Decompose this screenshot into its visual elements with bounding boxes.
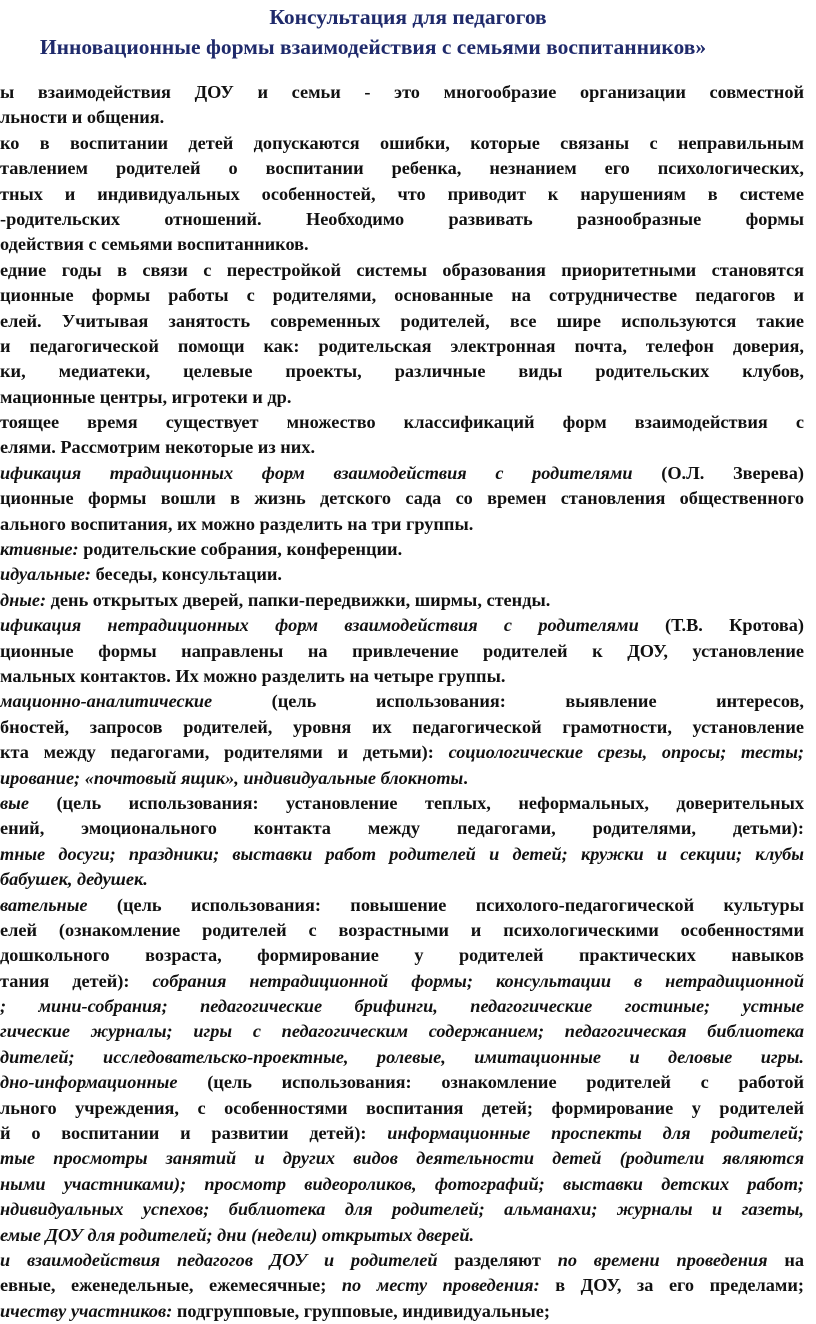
- text-line: [0, 283, 804, 308]
- text-line: [0, 461, 804, 486]
- italic-text-run: ирование; «почтовый ящик», индивидуальные блокноты: [0, 767, 464, 788]
- text-run: ционные формы направлены на привлечение родителей к ДОУ, установление: [0, 640, 804, 661]
- italic-text-run: по месту проведения:: [341, 1275, 540, 1296]
- text-line: [0, 1223, 804, 1248]
- text-run: мальных контактов. Их можно разделить на четыре группы.: [0, 665, 506, 686]
- text-line: [0, 918, 804, 943]
- italic-text-run: дные:: [0, 589, 47, 610]
- text-run: елей (ознакомление родителей с возрастными и психологическими особенностями: [0, 919, 804, 940]
- text-run: евные, еженедельные, ежемесячные;: [0, 1275, 342, 1296]
- text-run: дошкольного возраста, формирование у родителей практических навыков: [0, 945, 804, 966]
- text-line: [0, 207, 804, 232]
- text-line: [0, 715, 804, 740]
- text-run: ционные формы вошли в жизнь детского сада со времен становления общественного: [0, 488, 804, 509]
- text-line: [0, 994, 804, 1019]
- text-line: [0, 359, 804, 384]
- document-body: [0, 80, 804, 1324]
- text-line: [0, 740, 804, 765]
- text-line: [0, 664, 804, 689]
- text-run: беседы, консультации.: [91, 564, 282, 585]
- text-line: [0, 613, 804, 638]
- italic-text-run: дителей; исследовательско-проектные, ролевые, имитационные и деловые игры.: [0, 1046, 804, 1067]
- italic-text-run: тые просмотры занятий и других видов деятельности детей (родители являются: [0, 1148, 804, 1169]
- italic-text-run: гические журналы; игры с педагогическим содержанием; педагогическая библиотека: [0, 1021, 804, 1042]
- text-run: (цель использования: повышение психолого-педагогической культуры: [87, 894, 804, 915]
- text-run: родительские собрания, конференции.: [78, 539, 403, 560]
- text-line: [0, 410, 804, 435]
- text-run: льности и общения.: [0, 107, 165, 128]
- italic-text-run: тные досуги; праздники; выставки работ родителей и детей; кружки и секции; клубы: [0, 843, 804, 864]
- text-line: [0, 969, 804, 994]
- text-line: [0, 309, 804, 334]
- text-line: [0, 131, 804, 156]
- text-run: в ДОУ, за его пределами;: [539, 1275, 804, 1296]
- italic-text-run: ктивные:: [0, 539, 79, 560]
- italic-text-run: идуальные:: [0, 564, 92, 585]
- text-run: -родительских отношений. Необходимо развивать разнообразные формы: [0, 208, 804, 229]
- text-line: [0, 105, 804, 130]
- text-run: ко в воспитании детей допускаются ошибки, которые связаны с неправильным: [0, 132, 804, 153]
- text-run: кта между педагогами, родителями и детьми):: [0, 742, 449, 763]
- text-run: елями. Рассмотрим некоторые из них.: [0, 437, 316, 458]
- text-run: на: [767, 1249, 804, 1270]
- text-run: ционные формы работы с родителями, основанные на сотрудничестве педагогов и: [0, 285, 804, 306]
- italic-text-run: ными участниками); просмотр видеороликов, фотографий; выставки детских работ;: [0, 1173, 804, 1194]
- text-line: [0, 258, 804, 283]
- text-line: [0, 893, 804, 918]
- text-line: [0, 486, 804, 511]
- text-line: [0, 385, 804, 410]
- text-run: тных и индивидуальных особенностей, что приводит к нарушениям в системе: [0, 183, 804, 204]
- italic-text-run: собрания нетрадиционной формы; консультации в нетрадиционной: [152, 970, 805, 991]
- text-run: мационные центры, игротеки и др.: [0, 386, 292, 407]
- text-run: тавлением родителей о воспитании ребенка, незнанием его психологических,: [0, 158, 804, 179]
- text-line: [0, 1197, 804, 1222]
- text-line: [0, 639, 804, 664]
- italic-text-run: дно-информационные: [0, 1072, 178, 1093]
- text-run: (цель использования: выявление интересов,: [212, 691, 804, 712]
- text-line: [0, 232, 804, 257]
- text-run: ки, медиатеки, целевые проекты, различные виды родительских клубов,: [0, 361, 804, 382]
- text-run: ального воспитания, их можно разделить на три группы.: [0, 513, 474, 534]
- text-run: (цель использования: установление теплых, неформальных, доверительных: [28, 792, 804, 813]
- italic-text-run: ификация нетрадиционных форм взаимодействия с родителями: [0, 615, 639, 636]
- text-line: [0, 816, 804, 841]
- italic-text-run: бабушек, дедушек.: [0, 869, 148, 890]
- text-line: [0, 1172, 804, 1197]
- text-line: [0, 435, 804, 460]
- document-header: [0, 0, 816, 62]
- text-run: (цель использования: ознакомление родителей с работой: [177, 1072, 804, 1093]
- text-line: [0, 334, 804, 359]
- italic-text-run: мационно-аналитические: [0, 691, 213, 712]
- text-line: [0, 1121, 804, 1146]
- text-run: подгрупповые, групповые, индивидуальные;: [172, 1300, 550, 1321]
- text-line: [0, 1248, 804, 1273]
- text-line: [0, 537, 804, 562]
- italic-text-run: ндивидуальных успехов; библиотека для родителей; альманахи; журналы и газеты,: [0, 1199, 804, 1220]
- text-line: [0, 1273, 804, 1298]
- text-line: [0, 1299, 804, 1324]
- text-run: .: [463, 767, 468, 788]
- text-line: [0, 842, 804, 867]
- italic-text-run: вые: [0, 792, 29, 813]
- text-run: льного учреждения, с особенностями воспитания детей; формирование у родителей: [0, 1097, 804, 1118]
- italic-text-run: вательные: [0, 894, 88, 915]
- text-line: [0, 156, 804, 181]
- text-run: тоящее время существует множество классификаций форм взаимодействия с: [0, 412, 804, 433]
- text-line: [0, 588, 804, 613]
- text-line: [0, 689, 804, 714]
- text-line: [0, 80, 804, 105]
- text-line: [0, 512, 804, 537]
- italic-text-run: и взаимодействия педагогов ДОУ и родителей: [0, 1249, 438, 1270]
- text-run: ы взаимодействия ДОУ и семьи - это многообразие организации совместной: [0, 82, 804, 102]
- italic-text-run: социологические срезы, опросы; тесты;: [448, 742, 804, 763]
- text-line: [0, 562, 804, 587]
- text-run: и педагогической помощи как: родительская электронная почта, телефон доверия,: [0, 335, 804, 356]
- text-run: разделяют: [437, 1249, 558, 1270]
- text-line: [0, 1096, 804, 1121]
- text-line: [0, 791, 804, 816]
- text-run: (Т.В. Кротова): [638, 615, 804, 636]
- text-line: [0, 766, 804, 791]
- italic-text-run: ичеству участников:: [0, 1300, 173, 1321]
- italic-text-run: ; мини-собрания; педагогические брифинги, педагогические гостиные; устные: [0, 996, 804, 1017]
- text-line: [0, 1146, 804, 1171]
- document-title: Консультация для педагогов: [269, 5, 547, 29]
- text-run: едние годы в связи с перестройкой системы образования приоритетными становятся: [0, 259, 804, 280]
- text-line: [0, 182, 804, 207]
- text-line: [0, 1045, 804, 1070]
- italic-text-run: ификация традиционных форм взаимодействия с родителями: [0, 462, 633, 483]
- italic-text-run: емые ДОУ для родителей; дни (недели) открытых дверей.: [0, 1224, 475, 1245]
- document-subtitle: Инновационные формы взаимодействия с семьями воспитанников»: [39, 35, 707, 59]
- text-run: день открытых дверей, папки-передвижки, ширмы, стенды.: [46, 589, 551, 610]
- text-line: [0, 1070, 804, 1095]
- text-line: [0, 867, 804, 892]
- text-line: [0, 943, 804, 968]
- text-run: бностей, запросов родителей, уровня их педагогической грамотности, установление: [0, 716, 804, 737]
- text-run: тания детей):: [0, 970, 153, 991]
- text-run: (О.Л. Зверева): [632, 462, 804, 483]
- text-run: ений, эмоционального контакта между педагогами, родителями, детьми):: [0, 818, 804, 839]
- text-line: [0, 1019, 804, 1044]
- text-run: одействия с семьями воспитанников.: [0, 234, 309, 255]
- text-run: елей. Учитывая занятость современных родителей, все шире используются такие: [0, 310, 804, 331]
- italic-text-run: информационные проспекты для родителей;: [387, 1123, 804, 1144]
- text-run: й о воспитании и развитии детей):: [0, 1123, 388, 1144]
- italic-text-run: по времени проведения: [557, 1249, 768, 1270]
